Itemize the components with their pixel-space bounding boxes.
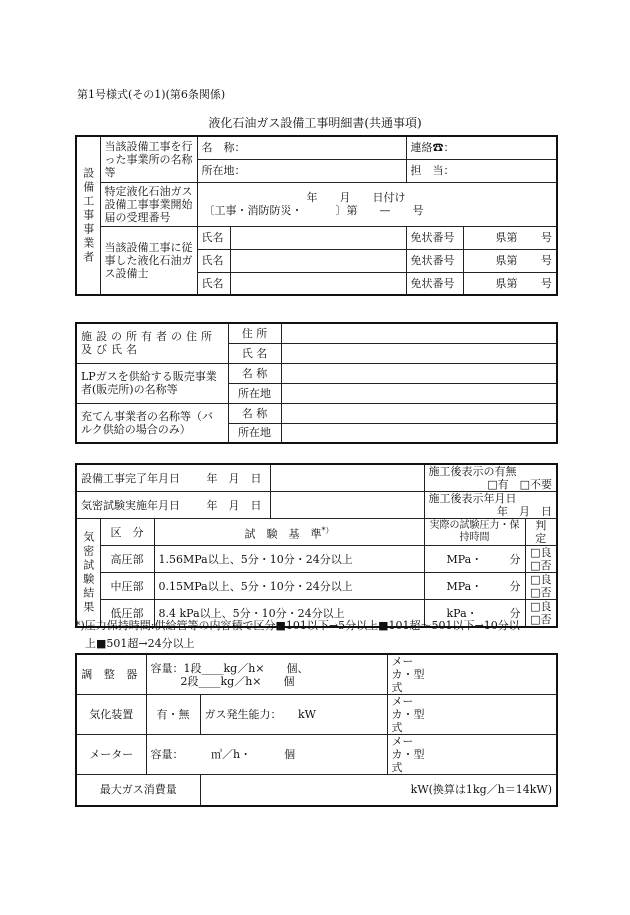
filler-name-label: 名 称 [228, 403, 281, 423]
meter-label: メーター [76, 735, 146, 775]
contractor-side-label: 設備工事事業者 [76, 136, 100, 295]
pref-label: 県第 [495, 231, 518, 244]
col-actual: 実際の試験圧力・保持時間 [424, 519, 525, 546]
row-division: 中圧部 [100, 573, 154, 600]
completion-label: 設備工事完了年月日 年 月 日 [76, 464, 270, 492]
regulator-capacity[interactable] [146, 654, 387, 695]
seller-location-label: 所在地 [228, 383, 281, 403]
filler-location-field[interactable] [281, 423, 557, 443]
max-gas-label: 最大ガス消費量 [76, 775, 200, 806]
post-options[interactable]: □有 □不要 [487, 478, 553, 491]
form-number: 第1号様式(その1)(第6条関係) [77, 88, 226, 101]
maker-label: メーカ・型 式 [391, 655, 436, 694]
no-label: 号 [541, 276, 552, 290]
owner-name-label: 氏 名 [228, 343, 281, 363]
seller-name-field[interactable] [281, 363, 557, 383]
location-field[interactable] [197, 159, 406, 182]
max-gas-field[interactable]: kW(換算は1kg／h＝14kW) [200, 775, 557, 806]
engineer-license-label: 免状番号 [406, 226, 463, 249]
vaporizer-maker[interactable] [387, 695, 557, 735]
person-field[interactable] [406, 159, 557, 182]
seller-location-field[interactable] [281, 383, 557, 403]
regulator-cap1: 容量：1段____kg／h× 個、 [150, 661, 309, 675]
seller-label: LPガスを供給する販売事業者(販売所)の名称等 [76, 363, 228, 403]
airtight-date-label: 気密試験実施年月日 年 月 日 [76, 492, 270, 519]
post-date-label: 施工後表示年月日 年 月 日 [424, 492, 557, 519]
contact-field[interactable] [406, 136, 557, 159]
owner-address-field[interactable] [281, 323, 557, 343]
col-standard: 試 験 基 準*） [154, 519, 424, 546]
no-label: 号 [541, 254, 552, 267]
completion-date-field[interactable] [270, 464, 424, 492]
engineer-license-field[interactable] [463, 272, 557, 295]
engineer-license-label: 免状番号 [406, 272, 463, 295]
filler-label: 充てん事業者の名称等（バルク供給の場合のみ） [76, 403, 228, 443]
notice-number: 〔工事・消防防災・ 〕第 — 号 [203, 204, 424, 217]
owner-label: 施設の所有者の住所及び氏名 [76, 323, 228, 363]
seller-name-label: 名 称 [228, 363, 281, 383]
engineer-license-field[interactable] [463, 249, 557, 272]
airtight-date[interactable]: 年 月 日 [206, 498, 262, 512]
phone-icon: ☎ [432, 141, 444, 155]
regulator-cap2: 2段____kg／h× 個 [180, 674, 295, 688]
row-division: 高圧部 [100, 546, 154, 573]
equipment-table [75, 653, 558, 807]
page-title: 液化石油ガス設備工事明細書(共通事項) [208, 116, 422, 130]
post-label: 施工後表示の有無 □有 □不要 [424, 464, 557, 492]
row-division: 低圧部 [100, 600, 154, 628]
airtight-table [75, 463, 569, 628]
col-division: 区 分 [100, 519, 154, 546]
filler-name-field[interactable] [281, 403, 557, 423]
engineer-label: 当該設備工事に従事した液化石油ガス設備士 [100, 226, 197, 295]
vaporizer-capacity[interactable]: ガス発生能力： kW [200, 695, 387, 735]
row-standard: 1.56MPa以上、5分・10分・24分以上 [154, 546, 424, 573]
person-label: 担 当： [410, 164, 455, 177]
row-judge[interactable]: □良□否 [525, 600, 557, 628]
row-actual[interactable]: MPa・ 分 [424, 573, 525, 600]
airtight-side-label: 気密試験結果 [76, 519, 100, 628]
engineer-license-label: 免状番号 [406, 249, 463, 272]
notice-field[interactable] [197, 182, 557, 226]
engineer-name-field[interactable] [230, 249, 406, 272]
meter-maker[interactable] [387, 735, 557, 775]
no-label: 号 [541, 231, 552, 244]
pref-label: 県第 [495, 254, 518, 267]
footnote-line1: *)圧力保持時間:供給管等の内容積で区分■101以下→5分以上■101超～501以下→10分以 [75, 619, 520, 632]
meter-capacity[interactable]: 容量： ㎥／h・ 個 [146, 735, 387, 775]
col-standard-footnote-mark: *） [321, 525, 334, 535]
row-judge[interactable]: □良□否 [525, 546, 557, 573]
regulator-label: 調 整 器 [76, 654, 146, 695]
maker-label: メーカ・型 式 [391, 735, 436, 774]
engineer-name-label: 氏名 [197, 272, 230, 295]
owner-table [75, 322, 558, 444]
footnote-line2: 上■501超→24分以上 [85, 637, 195, 650]
filler-location-label: 所在地 [228, 423, 281, 443]
business-name-label-inline: 名 称： [201, 141, 246, 155]
location-label: 所在地： [201, 164, 246, 177]
col-judge: 判 定 [525, 519, 557, 546]
regulator-maker[interactable] [387, 654, 557, 695]
completion-date[interactable]: 年 月 日 [206, 471, 262, 485]
maker-label: メーカ・型 式 [391, 695, 436, 734]
notice-label: 特定液化石油ガス設備工事事業開始届の受理番号 [100, 182, 197, 226]
airtight-date-field[interactable] [270, 492, 424, 519]
engineer-license-field[interactable] [463, 226, 557, 249]
row-standard: 0.15MPa以上、5分・10分・24分以上 [154, 573, 424, 600]
contact-label: 連絡 [410, 141, 433, 155]
owner-address-label: 住 所 [228, 323, 281, 343]
business-name-label: 当該設備工事を行った事業所の名称等 [100, 136, 197, 182]
row-judge[interactable]: □良□否 [525, 573, 557, 600]
contact-colon: ： [443, 141, 455, 155]
engineer-name-field[interactable] [230, 226, 406, 249]
owner-name-field[interactable] [281, 343, 557, 363]
engineer-name-label: 氏名 [197, 249, 230, 272]
engineer-name-field[interactable] [230, 272, 406, 295]
notice-date: 年 月 日付け [306, 191, 406, 204]
vaporizer-presence[interactable]: 有・無 [146, 695, 200, 735]
contractor-table [75, 135, 558, 296]
business-name-field[interactable] [197, 136, 406, 159]
pref-label: 県第 [495, 276, 518, 290]
post-date[interactable]: 年 月 日 [497, 505, 553, 518]
row-standard: 8.4 kPa以上、5分・10分・24分以上 [154, 600, 424, 628]
row-actual[interactable]: kPa・ 分 [424, 600, 525, 628]
row-actual[interactable]: MPa・ 分 [424, 546, 525, 573]
engineer-name-label: 氏名 [197, 226, 230, 249]
vaporizer-label: 気化装置 [76, 695, 146, 735]
